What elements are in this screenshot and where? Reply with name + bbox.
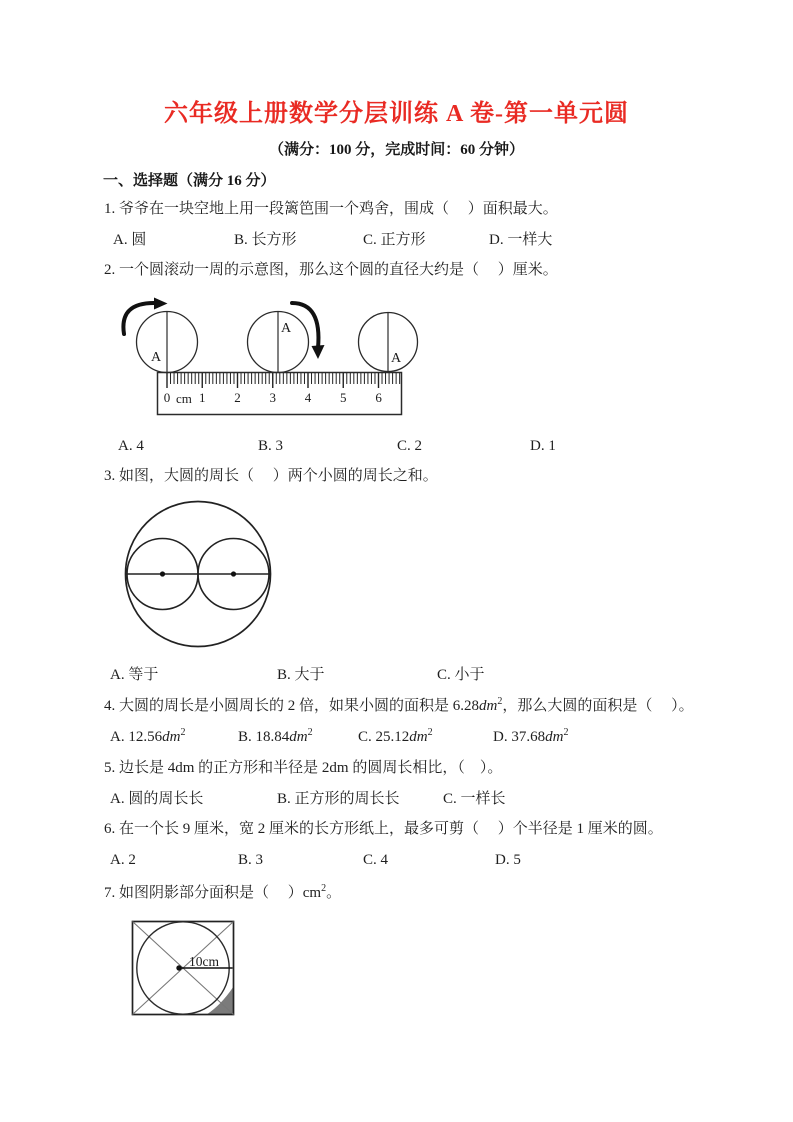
q7-area-unit: cm	[302, 885, 322, 901]
question-3-text: 3. 如图，大圆的周长（ ）两个小圆的周长之和。	[104, 468, 438, 484]
option-q4-b-unit: dm	[289, 729, 308, 745]
option-q4-b-letter: B.	[238, 729, 256, 745]
point-a-label-3: A	[391, 351, 402, 366]
option-q5-b: B. 正方形的周长长	[277, 791, 400, 807]
option-q4-c-sup: 2	[427, 727, 433, 738]
ruler-ticks	[167, 373, 400, 388]
option-q4-d-letter: D.	[493, 729, 512, 745]
rotation-arrow-left-head	[154, 298, 168, 310]
question-6-text: 6. 在一个长 9 厘米，宽 2 厘米的长方形纸上，最多可剪（ ）个半径是 1 厘米的圆。	[104, 821, 663, 837]
big-small-circles-diagram	[122, 496, 276, 654]
question-1-text: 1. 爷爷在一块空地上用一段篱笆围一个鸡舍，围成（ ）面积最大。	[104, 201, 558, 217]
option-q4-d	[493, 728, 568, 747]
option-q4-c	[358, 728, 433, 747]
option-q6-c: C. 4	[363, 852, 389, 868]
q4-text-before: 4. 大圆的周长是小圆周长的 2 倍，如果小圆的面积是	[104, 698, 453, 714]
ruler-number-2: 2	[234, 390, 241, 405]
option-q2-a: A. 4	[118, 438, 144, 454]
ruler-number-3: 3	[269, 390, 277, 405]
option-q4-c-unit: dm	[409, 729, 428, 745]
option-q4-c-letter: C.	[358, 729, 376, 745]
option-q4-d-value: 37.68	[511, 729, 546, 745]
option-q4-d-sup: 2	[563, 727, 569, 738]
question-2-text: 2. 一个圆滚动一周的示意图，那么这个圆的直径大约是（ ）厘米。	[104, 262, 558, 278]
ruler-number-5: 5	[340, 390, 347, 405]
option-q3-c: C. 小于	[437, 667, 485, 683]
ruler-unit-label: cm	[176, 391, 192, 406]
option-q6-b: B. 3	[238, 852, 264, 868]
ruler-number-4: 4	[304, 390, 312, 405]
option-q1-a: A. 圆	[113, 232, 147, 248]
ruler-number-0: 0	[163, 390, 171, 405]
q4-text-after: ，那么大圆的面积是（ ）。	[502, 698, 694, 714]
q4-area-value: 6.28	[452, 698, 480, 714]
rolling-circle-ruler-diagram	[118, 296, 420, 426]
option-q1-b: B. 长方形	[234, 232, 297, 248]
q7-text-before: 7. 如图阴影部分面积是（ ）	[104, 885, 303, 901]
option-q2-c: C. 2	[397, 438, 423, 454]
question-7-text	[104, 884, 341, 903]
option-q4-d-unit: dm	[545, 729, 564, 745]
radius-label: 10cm	[189, 954, 219, 969]
option-q4-b-value: 18.84	[255, 729, 290, 745]
q4-area-unit: dm	[479, 698, 498, 714]
q4-area-sup: 2	[497, 696, 503, 707]
rotation-arrow-right-head	[312, 345, 325, 359]
option-q1-c: C. 正方形	[363, 232, 426, 248]
option-q2-d: D. 1	[530, 438, 556, 454]
ruler-number-1: 1	[199, 390, 206, 405]
option-q4-c-value: 25.12	[375, 729, 410, 745]
point-a-label-2: A	[281, 321, 292, 336]
section-heading: 一、选择题（满分 16 分）	[103, 173, 276, 189]
option-q6-d: D. 5	[495, 852, 521, 868]
worksheet-subtitle: （满分：100 分，完成时间：60 分钟）	[268, 142, 524, 158]
circle-center-dot	[176, 965, 181, 970]
option-q6-a: A. 2	[110, 852, 136, 868]
option-q1-d: D. 一样大	[489, 232, 553, 248]
q7-text-after: 。	[326, 885, 342, 901]
option-q3-a: A. 等于	[110, 667, 159, 683]
option-q5-c: C. 一样长	[443, 791, 506, 807]
option-q4-a-unit: dm	[162, 729, 181, 745]
worksheet-title: 六年级上册数学分层训练 A 卷-第一单元圆	[164, 101, 629, 127]
option-q4-a-sup: 2	[180, 727, 186, 738]
center-dot-left	[160, 571, 165, 576]
point-a-label-1: A	[151, 350, 162, 365]
question-5-text: 5. 边长是 4dm 的正方形和半径是 2dm 的圆周长相比，（ ）。	[104, 760, 503, 776]
square-inscribed-circle-diagram	[128, 916, 240, 1022]
option-q4-b-sup: 2	[307, 727, 313, 738]
question-4-text	[104, 697, 694, 716]
option-q3-b: B. 大于	[277, 667, 325, 683]
rotation-arrow-right	[292, 303, 318, 348]
ruler-number-6: 6	[375, 390, 382, 405]
option-q4-a	[110, 728, 185, 747]
center-dot-right	[231, 571, 236, 576]
option-q4-a-value: 12.56	[128, 729, 163, 745]
option-q4-a-letter: A.	[110, 729, 129, 745]
option-q5-a: A. 圆的周长长	[110, 791, 204, 807]
option-q2-b: B. 3	[258, 438, 284, 454]
q7-area-sup: 2	[321, 883, 327, 894]
option-q4-b	[238, 728, 313, 747]
